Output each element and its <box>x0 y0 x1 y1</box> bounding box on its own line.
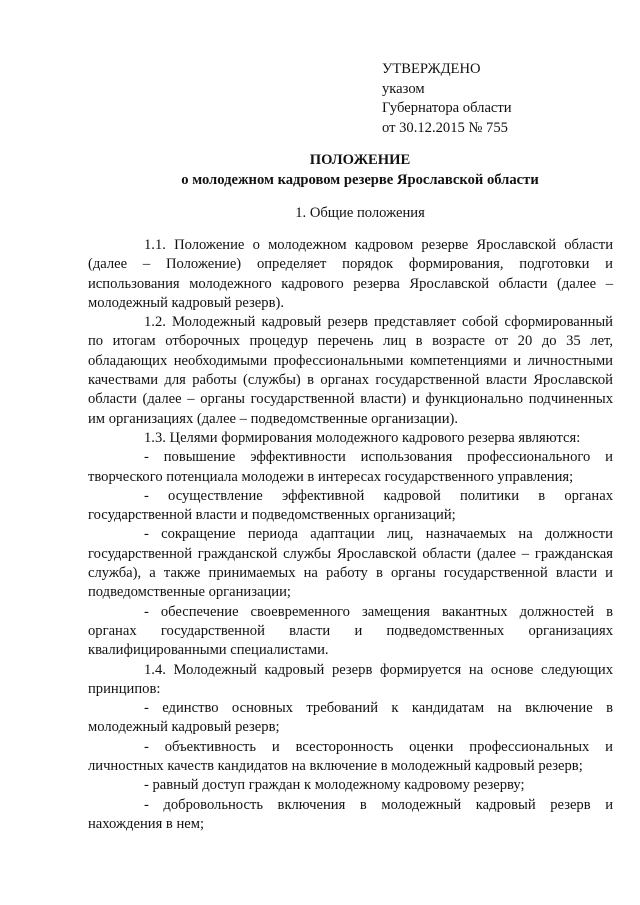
document-body <box>88 236 613 834</box>
document-title <box>80 150 640 190</box>
paragraph-1-3: 1.3. Целями формирования молодежного кадрового резерва являются: <box>144 429 581 446</box>
list-item-principle: - объективность и всесторонность оценки профессиональных и личностных качеств кандидатов на включение в молодежный кадровый резерв; <box>88 738 613 775</box>
list-item-goal: - обеспечение своевременного замещения вакантных должностей в органах государственной власти и подведомственных организациях квалифицированными специалистами. <box>88 603 613 659</box>
list-item-goal: - сокращение периода адаптации лиц, назначаемых на должности государственной гражданской службы Ярославской области (далее – гражданская служба), а также принимаемых на работу в органы государственной власти и подведомственные организации; <box>88 526 613 601</box>
approval-heading: УТВЕРЖДЕНО <box>382 61 481 77</box>
list-item-goal: - повышение эффективности использования профессионального и творческого потенциала молодежи в интересах государственного управления; <box>88 449 613 485</box>
approval-decree: указом <box>382 80 425 97</box>
approval-authority: Губернатора области <box>382 100 512 116</box>
list-item-goal: - осуществление эффективной кадровой политики в органах государственной власти и подведомственных организаций; <box>88 487 613 524</box>
approval-stamp <box>382 60 582 138</box>
list-item-principle: - добровольность включения в молодежный кадровый резерв и нахождения в нем; <box>88 796 613 832</box>
list-item-principle: - равный доступ граждан к молодежному кадровому резерву; <box>144 777 525 794</box>
approval-date-number: от 30.12.2015 № 755 <box>382 119 508 136</box>
paragraph-1-2: 1.2. Молодежный кадровый резерв представляет собой сформированный по итогам отборочных процедур перечень лиц в возрасте от 20 до 35 лет, обладающих необходимыми профессиональными компетенциями и личностными качествами для работы (службы) в органах государственной власти Ярославской области (далее – органы государственной власти) и функционально подчиненных им организациях (далее – подведомственные организации). <box>88 314 613 427</box>
paragraph-1-4: 1.4. Молодежный кадровый резерв формируется на основе следующих принципов: <box>88 661 613 697</box>
section-heading: 1. Общие положения <box>295 205 425 221</box>
document-title-subtitle: о молодежном кадровом резерве Ярославской области <box>181 172 539 188</box>
document-title-main: ПОЛОЖЕНИЕ <box>309 152 411 168</box>
list-item-principle: - единство основных требований к кандидатам на включение в молодежный кадровый резерв; <box>88 700 613 736</box>
paragraph-1-1: 1.1. Положение о молодежном кадровом резерве Ярославской области (далее – Положение) определяет порядок формирования, подготовки и использования молодежного кадрового резерва Ярославской области (далее – молодежный кадровый резерв). <box>88 237 613 311</box>
